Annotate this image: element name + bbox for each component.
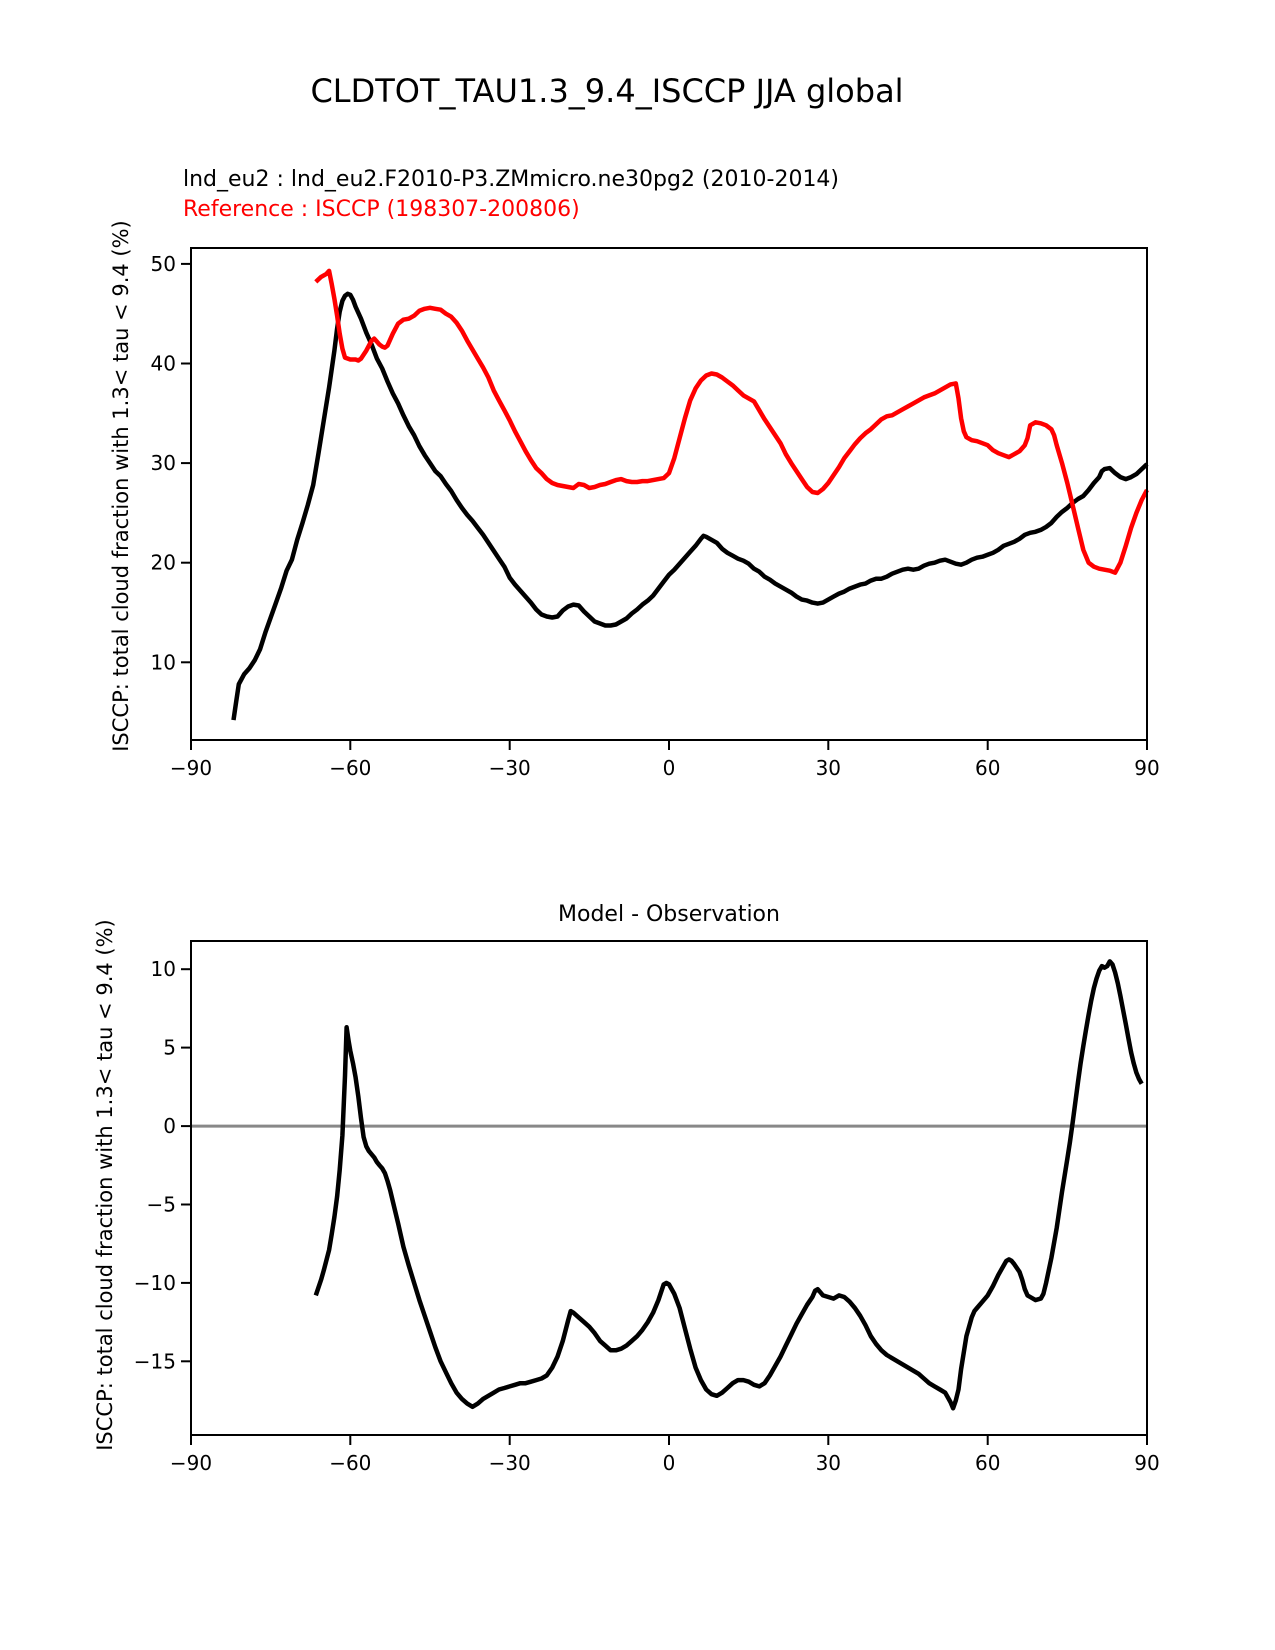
y-tick-label: 30 xyxy=(150,451,176,476)
y-tick-label: −10 xyxy=(133,1270,176,1295)
x-tick-label: 30 xyxy=(815,1451,842,1475)
top-chart-y-axis-label: ISCCP: total cloud fraction with 1.3< tau < 9.4 (%) xyxy=(109,220,133,752)
model-series-line xyxy=(234,294,1148,720)
y-tick-label: 10 xyxy=(150,957,176,982)
axes-border xyxy=(191,941,1147,1435)
bottom-chart-y-axis-label: ISCCP: total cloud fraction with 1.3< tau < 9.4 (%) xyxy=(93,919,117,1451)
figure-title: CLDTOT_TAU1.3_9.4_ISCCP JJA global xyxy=(310,72,904,110)
x-tick-label: 60 xyxy=(974,1451,1001,1475)
x-tick-label: −90 xyxy=(169,1451,213,1475)
x-tick-label: 90 xyxy=(1134,756,1160,780)
x-tick-label: −90 xyxy=(169,756,213,780)
x-tick-label: −60 xyxy=(329,1451,372,1475)
legend-model-label: lnd_eu2 : lnd_eu2.F2010-P3.ZMmicro.ne30pg2 (2010-2014) xyxy=(183,167,840,192)
x-tick-label: 0 xyxy=(662,756,676,780)
x-tick-label: 90 xyxy=(1134,1451,1160,1475)
reference-series-line xyxy=(316,271,1147,573)
x-tick-label: 30 xyxy=(815,756,842,780)
difference-series-line xyxy=(316,961,1142,1408)
y-tick-label: 40 xyxy=(150,351,176,376)
y-tick-label: −15 xyxy=(133,1349,176,1374)
x-tick-label: −60 xyxy=(329,756,372,780)
x-tick-label: −30 xyxy=(488,756,531,780)
y-tick-label: 5 xyxy=(163,1035,176,1060)
y-tick-label: 20 xyxy=(150,550,176,575)
y-tick-label: 10 xyxy=(150,650,176,675)
bottom-chart-title: Model - Observation xyxy=(558,902,780,927)
legend-reference-label: Reference : ISCCP (198307-200806) xyxy=(183,197,580,222)
bottom-chart-plot-area xyxy=(134,941,1160,1475)
y-tick-label: 50 xyxy=(150,251,176,276)
y-tick-label: −5 xyxy=(146,1192,176,1217)
top-chart-plot-area xyxy=(151,248,1160,780)
axes-border xyxy=(191,248,1147,740)
y-tick-label: 0 xyxy=(163,1114,176,1139)
x-tick-label: 60 xyxy=(974,756,1001,780)
x-tick-label: 0 xyxy=(662,1451,676,1475)
x-tick-label: −30 xyxy=(488,1451,531,1475)
